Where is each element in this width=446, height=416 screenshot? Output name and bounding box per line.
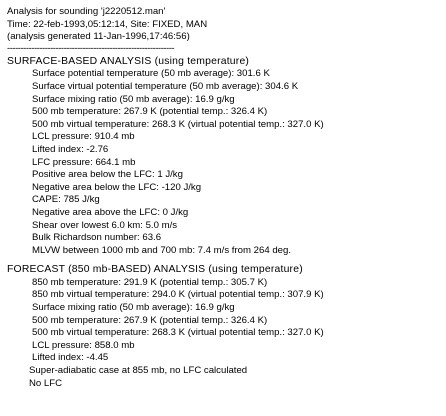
surface-section-list bbox=[7, 68, 443, 257]
surface-potential-temp: Surface potential temperature (50 mb average): 301.6 K bbox=[32, 68, 270, 80]
forecast-section-heading: FORECAST (850 mb-BASED) ANALYSIS (using temperature) bbox=[7, 264, 303, 276]
surface-virtual-potential-temp: Surface virtual potential temperature (50 mb average): 304.6 K bbox=[32, 80, 299, 92]
separator-line: -------------------------------------------------------------- bbox=[7, 43, 175, 54]
virtual-temp-500mb: 500 mb virtual temperature: 268.3 K (virtual potential temp.: 327.0 K) bbox=[32, 118, 324, 130]
negative-area-below-lfc: Negative area below the LFC: -120 J/kg bbox=[32, 181, 202, 193]
shear-lowest-6km: Shear over lowest 6.0 km: 5.0 m/s bbox=[32, 219, 178, 231]
no-lfc-note: No LFC bbox=[29, 377, 63, 389]
surface-mixing-ratio: Surface mixing ratio (50 mb average): 16.9 g/kg bbox=[32, 93, 235, 105]
forecast-section-list bbox=[7, 277, 443, 390]
lcl-pressure: LCL pressure: 910.4 mb bbox=[32, 131, 135, 143]
forecast-temp-500mb: 500 mb temperature: 267.9 K (potential temp.: 326.4 K) bbox=[32, 314, 268, 326]
temp-500mb: 500 mb temperature: 267.9 K (potential temp.: 326.4 K) bbox=[32, 106, 268, 118]
lfc-pressure: LFC pressure: 664.1 mb bbox=[32, 156, 136, 168]
forecast-surface-mixing-ratio: Surface mixing ratio (50 mb average): 16.9 g/kg bbox=[32, 302, 235, 314]
forecast-lifted-index: Lifted index: -4.45 bbox=[32, 352, 109, 364]
time-site-line: Time: 22-feb-1993,05:12:14, Site: FIXED, MAN bbox=[7, 18, 208, 30]
analysis-title: Analysis for sounding 'j2220512.man' bbox=[7, 6, 166, 17]
lifted-index: Lifted index: -2.76 bbox=[32, 143, 109, 155]
super-adiabatic-note: Super-adiabatic case at 855 mb, no LFC calculated bbox=[29, 365, 248, 377]
forecast-virtual-temp-500mb: 500 mb virtual temperature: 268.3 K (virtual potential temp.: 327.0 K) bbox=[32, 327, 324, 339]
virtual-temp-850mb: 850 mb virtual temperature: 294.0 K (virtual potential temp.: 307.9 K) bbox=[32, 289, 324, 301]
surface-section-heading: SURFACE-BASED ANALYSIS (using temperature) bbox=[7, 55, 250, 67]
section-spacer bbox=[7, 257, 443, 264]
bulk-richardson-number: Bulk Richardson number: 63.6 bbox=[32, 232, 162, 244]
cape: CAPE: 785 J/kg bbox=[32, 194, 100, 206]
forecast-lcl-pressure: LCL pressure: 858.0 mb bbox=[32, 339, 135, 351]
mlvw: MLVW between 1000 mb and 700 mb: 7.4 m/s from 264 deg. bbox=[32, 244, 291, 256]
generated-line: (analysis generated 11-Jan-1996,17:46:56) bbox=[7, 31, 190, 43]
positive-area-below-lfc: Positive area below the LFC: 1 J/kg bbox=[32, 169, 183, 181]
negative-area-above-lfc: Negative area above the LFC: 0 J/kg bbox=[32, 206, 189, 218]
sounding-analysis-report bbox=[7, 6, 443, 390]
temp-850mb: 850 mb temperature: 291.9 K (potential temp.: 305.7 K) bbox=[32, 276, 268, 288]
